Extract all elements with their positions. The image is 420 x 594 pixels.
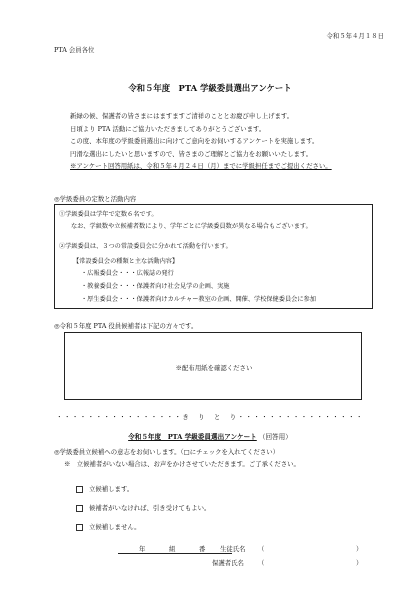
paren-close: ）	[356, 545, 363, 553]
deadline-notice: ※アンケート回答用紙は、令和５年４月２４日（月）までに学級担任までご提出ください。	[70, 162, 332, 170]
candidates-box	[64, 332, 362, 400]
quota-item: ①学級委員は学年で定数６名です。	[59, 211, 158, 218]
guardian-name-label: 保護者氏名	[212, 559, 244, 567]
form-title	[0, 431, 420, 441]
intro-line: 円滑な選出にしたいと思いますので、皆さまのご理解とご協力をお願いいたします。	[70, 149, 313, 158]
cut-line: ・・・・・・・・・・・・・・・・き り と り・・・・・・・・・・・・・・・・	[56, 413, 364, 421]
paren-open: （	[258, 545, 265, 553]
student-name-field[interactable]	[258, 543, 352, 553]
class-label: 組	[169, 545, 176, 553]
intro-line: この度、本年度の学級委員選出に向けてご意向をお伺いするアンケートを実施します。	[70, 137, 319, 145]
checkbox[interactable]	[76, 505, 83, 512]
section2-heading: ◎令和５年度 PTA 役員候補者は下記の方々です。	[54, 322, 198, 330]
document-date: 令和５年４月１８日	[326, 32, 384, 40]
option-run[interactable]	[76, 484, 133, 493]
grade-label: 年	[139, 545, 146, 553]
form-title-main: 令和５年度 PTA 学級委員選出アンケート	[128, 433, 257, 441]
document-title: 令和５年度 PTA 学級委員選出アンケート	[128, 83, 292, 93]
committee-entry: ・教養委員会・・・保護者向け社会見学の企画、実施	[81, 283, 230, 290]
intro-paragraph	[70, 110, 332, 173]
paren-open: （	[258, 559, 265, 567]
committee-list-heading: 【常設委員会の種類と主な活動内容】	[73, 258, 179, 265]
committee-item: ②学級委員は、３つの常設委員会に分かれて活動を行います。	[59, 243, 232, 250]
checkbox[interactable]	[76, 524, 83, 531]
section1-heading: ◎学級委員の定数と活動内容	[54, 195, 137, 203]
option-decline[interactable]	[76, 522, 141, 531]
candidates-box-text: ※配布用紙を確認ください	[175, 364, 253, 372]
form-title-note: （回答用）	[258, 433, 292, 441]
intro-line: 日頃より PTA 活動にご協力いただきましてありがとうございます。	[70, 124, 266, 133]
committee-info-box	[54, 204, 373, 309]
option-label: 立候補しません。	[89, 523, 141, 531]
committee-entry: ・厚生委員会・・・保護者向けカルチャー教室の企画、開催、学校保健委員会に参加	[81, 296, 316, 303]
option-label: 立候補します。	[89, 485, 134, 493]
committee-entry: ・広報委員会・・・広報誌の発行	[81, 270, 174, 277]
addressee: PTA 会員各位	[54, 46, 95, 54]
option-label: 候補者がいなければ、引き受けてもよい。	[89, 504, 211, 512]
number-label: 番	[199, 545, 206, 553]
form-instruction: ◎学級委員立候補への意志をお伺いします。（□にチェックを入れてください）	[54, 448, 279, 456]
student-name-label: 生徒氏名	[220, 545, 246, 553]
paren-close: ）	[356, 559, 363, 567]
intro-line: 新緑の候、保護者の皆さまにはますますご清祥のこととお慶び申し上げます。	[70, 112, 294, 120]
quota-note: なお、学級数や立候補者数により、学年ごとに学級委員数が異なる場合もございます。	[71, 223, 312, 230]
checkbox[interactable]	[76, 486, 83, 493]
guardian-name-field[interactable]	[258, 557, 352, 567]
option-accept-if-none[interactable]	[76, 503, 210, 512]
form-note: ※ 立候補者がいない場合は、お声をかけさせていただきます。ご了承ください。	[64, 460, 300, 468]
